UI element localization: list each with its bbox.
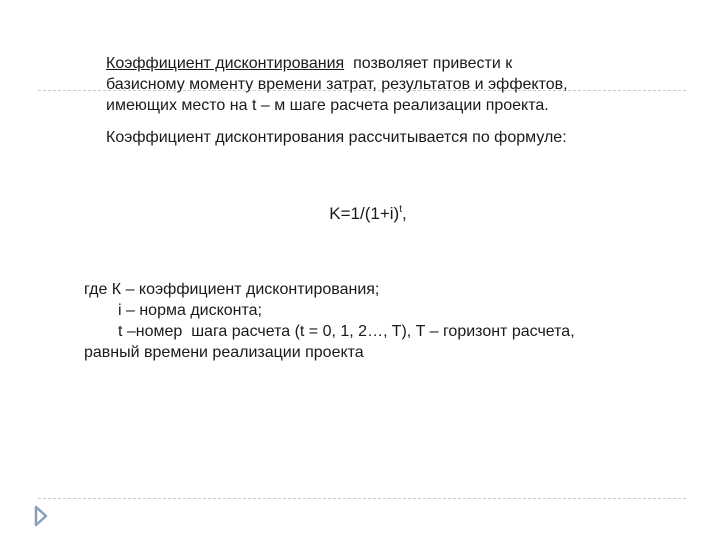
definition-paragraph	[106, 53, 568, 116]
formula-base: K=1/(1+i)	[329, 204, 400, 223]
definition-line3: имеющих место на t – м шаге расчета реализации проекта.	[106, 97, 549, 114]
formula-legend	[84, 279, 575, 363]
definition-line2: базисному моменту времени затрат, результатов и эффектов,	[106, 76, 568, 93]
separator-line-bottom	[38, 498, 686, 499]
legend-line-i: i – норма дисконта;	[118, 302, 262, 319]
formula-intro: Коэффициент дисконтирования рассчитывается по формуле:	[106, 129, 567, 146]
formula-exponent: t	[399, 204, 402, 215]
legend-line-k: где К – коэффициент дисконтирования;	[84, 281, 380, 298]
triangle-arrow-right-icon[interactable]	[34, 505, 48, 527]
definition-line1-rest: позволяет привести к	[344, 55, 513, 72]
legend-line-horizon: равный времени реализации проекта	[84, 344, 364, 361]
discount-formula	[0, 199, 720, 225]
formula-suffix: ,	[401, 204, 407, 223]
legend-line-t: t –номер шага расчета (t = 0, 1, 2…, T), T – горизонт расчета,	[118, 323, 575, 340]
definition-term: Коэффициент дисконтирования	[106, 55, 345, 72]
